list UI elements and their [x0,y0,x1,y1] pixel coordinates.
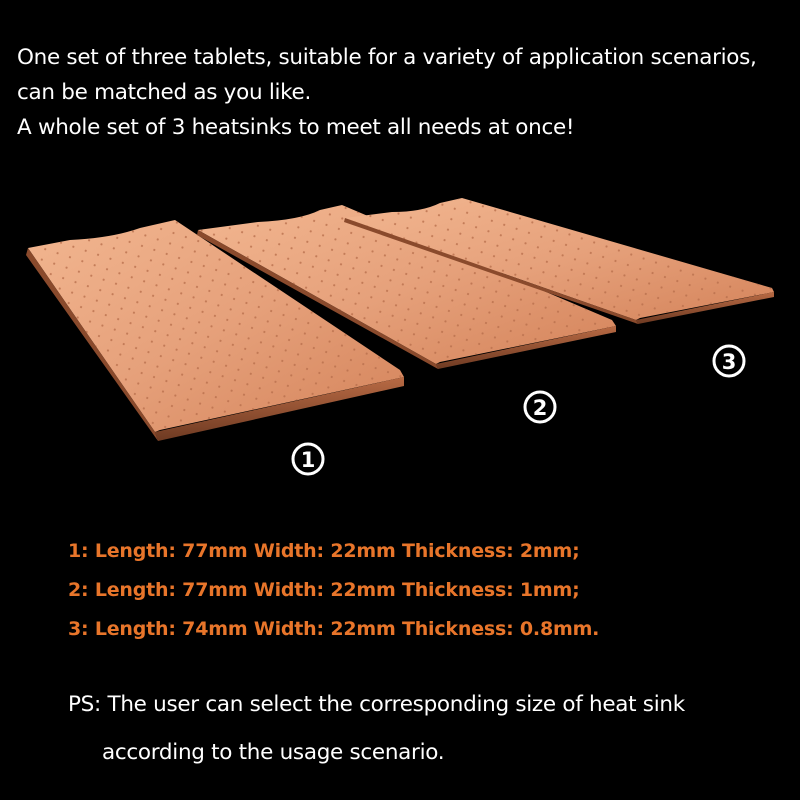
intro-line-3: A whole set of 3 heatsinks to meet all needs at once! [17,115,575,140]
marker-1 [293,444,323,474]
intro-text [17,40,787,145]
ps-line-1: PS: The user can select the corresponding size of heat sink [68,692,685,717]
spec-line-3: 3: Length: 74mm Width: 22mm Thickness: 0.8mm. [68,618,600,640]
svg-text:1: 1 [300,448,316,472]
heatsink-product-image [0,190,800,490]
marker-3 [714,346,744,376]
intro-line-2: can be matched as you like. [17,80,312,105]
spec-line-1: 1: Length: 77mm Width: 22mm Thickness: 2mm; [68,540,580,562]
intro-line-1: One set of three tablets, suitable for a variety of application scenarios, [17,45,757,70]
ps-note [68,681,685,777]
spec-line-2: 2: Length: 77mm Width: 22mm Thickness: 1mm; [68,579,580,601]
ps-line-2: according to the usage scenario. [102,740,445,765]
specification-list [68,532,599,649]
svg-text:3: 3 [721,350,737,374]
marker-2 [525,392,555,422]
svg-text:2: 2 [532,396,548,420]
